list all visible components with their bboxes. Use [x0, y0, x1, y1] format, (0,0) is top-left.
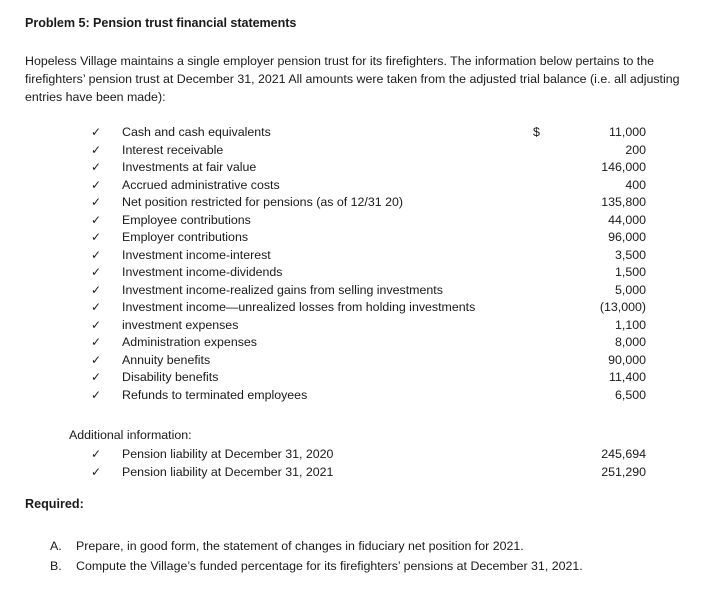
list-item-amount: 6,500	[614, 387, 646, 402]
list-item	[0, 446, 716, 464]
checkmark-icon: ✓	[90, 370, 102, 384]
required-list-item	[0, 536, 716, 556]
list-item-amount: 11,400	[609, 370, 646, 384]
trial-balance-list	[0, 124, 716, 404]
list-item-amount: 1,100	[614, 317, 646, 332]
list-item	[0, 282, 716, 300]
list-item	[0, 212, 716, 230]
required-item-text: Prepare, in good form, the statement of changes in fiduciary net position for 2021.	[76, 539, 524, 553]
checkmark-icon: ✓	[90, 300, 102, 314]
list-item	[0, 247, 716, 265]
list-item-amount: 1,500	[614, 265, 646, 279]
page-title: Problem 5: Pension trust financial statements	[25, 16, 297, 30]
list-item-label: Investment income-interest	[122, 247, 271, 262]
checkmark-icon: ✓	[90, 247, 102, 262]
list-item-amount: 44,000	[608, 212, 646, 227]
checkmark-icon: ✓	[90, 142, 102, 157]
required-list	[0, 536, 716, 576]
checkmark-icon: ✓	[90, 195, 102, 209]
list-item-label: Investment income—unrealized losses from holding investments	[122, 300, 476, 314]
checkmark-icon: ✓	[90, 282, 102, 297]
checkmark-icon: ✓	[90, 387, 102, 402]
list-item-amount: 200	[625, 142, 646, 157]
required-item-marker: B.	[50, 559, 62, 573]
list-item-amount: 400	[625, 177, 646, 192]
list-item-amount: 90,000	[608, 352, 646, 367]
list-item	[0, 464, 716, 482]
list-item-amount: 96,000	[608, 230, 646, 244]
list-item-amount: 3,500	[614, 247, 646, 262]
list-item	[0, 124, 716, 142]
list-item	[0, 352, 716, 370]
checkmark-icon: ✓	[90, 212, 102, 227]
list-item	[0, 159, 716, 177]
list-item	[0, 229, 716, 247]
list-item-amount: 245,694	[601, 447, 646, 461]
checkmark-icon: ✓	[90, 317, 102, 332]
checkmark-icon: ✓	[90, 177, 102, 192]
list-item	[0, 369, 716, 387]
list-item	[0, 142, 716, 160]
list-item-label: Pension liability at December 31, 2021	[122, 464, 334, 479]
list-item-amount: 135,800	[601, 195, 646, 209]
intro-paragraph: Hopeless Village maintains a single employer pension trust for its firefighters. The information below pertains to the firefighters’ pension trust at December 31, 2021 All amounts were taken from the adjusted trial balance (i.e. all adjusting entries have been made):	[25, 54, 680, 105]
list-item-label: Employee contributions	[122, 212, 251, 227]
list-item-amount: 11,000	[609, 125, 646, 139]
checkmark-icon: ✓	[90, 265, 102, 279]
list-item-label: Investment income-dividends	[122, 265, 283, 279]
list-item	[0, 177, 716, 195]
checkmark-icon: ✓	[90, 125, 102, 139]
required-item-marker: A.	[50, 539, 62, 553]
list-item-amount: 251,290	[601, 464, 646, 479]
checkmark-icon: ✓	[90, 352, 102, 367]
list-item	[0, 299, 716, 317]
list-item-amount: 8,000	[614, 335, 646, 349]
list-item-label: Net position restricted for pensions (as of 12/31 20)	[122, 195, 404, 209]
list-item	[0, 334, 716, 352]
checkmark-icon: ✓	[90, 464, 102, 479]
list-item	[0, 387, 716, 405]
required-heading: Required:	[25, 497, 84, 511]
list-item	[0, 264, 716, 282]
list-item-label: Accrued administrative costs	[122, 177, 280, 192]
list-item-label: Refunds to terminated employees	[122, 387, 308, 402]
checkmark-icon: ✓	[90, 230, 102, 244]
list-item-amount: (13,000)	[599, 300, 646, 314]
list-item-label: Pension liability at December 31, 2020	[122, 447, 334, 461]
currency-symbol: $	[533, 125, 540, 139]
list-item	[0, 194, 716, 212]
list-item-label: investment expenses	[122, 317, 239, 332]
list-item-label: Disability benefits	[122, 370, 219, 384]
list-item	[0, 317, 716, 335]
list-item-label: Investment income-realized gains from selling investments	[122, 282, 443, 297]
list-item-label: Administration expenses	[122, 335, 257, 349]
required-list-item	[0, 556, 716, 576]
list-item-label: Interest receivable	[122, 142, 224, 157]
checkmark-icon: ✓	[90, 160, 102, 174]
list-item-label: Employer contributions	[122, 230, 249, 244]
additional-information-heading: Additional information:	[69, 428, 192, 442]
required-item-text: Compute the Village’s funded percentage for its firefighters’ pensions at December 31, 2021.	[76, 559, 583, 573]
list-item-amount: 5,000	[614, 282, 646, 297]
additional-information-list	[0, 446, 716, 481]
list-item-label: Annuity benefits	[122, 352, 211, 367]
checkmark-icon: ✓	[90, 335, 102, 349]
list-item-label: Investments at fair value	[122, 160, 257, 174]
list-item-label: Cash and cash equivalents	[122, 125, 271, 139]
list-item-amount: 146,000	[601, 160, 646, 174]
checkmark-icon: ✓	[90, 447, 102, 461]
